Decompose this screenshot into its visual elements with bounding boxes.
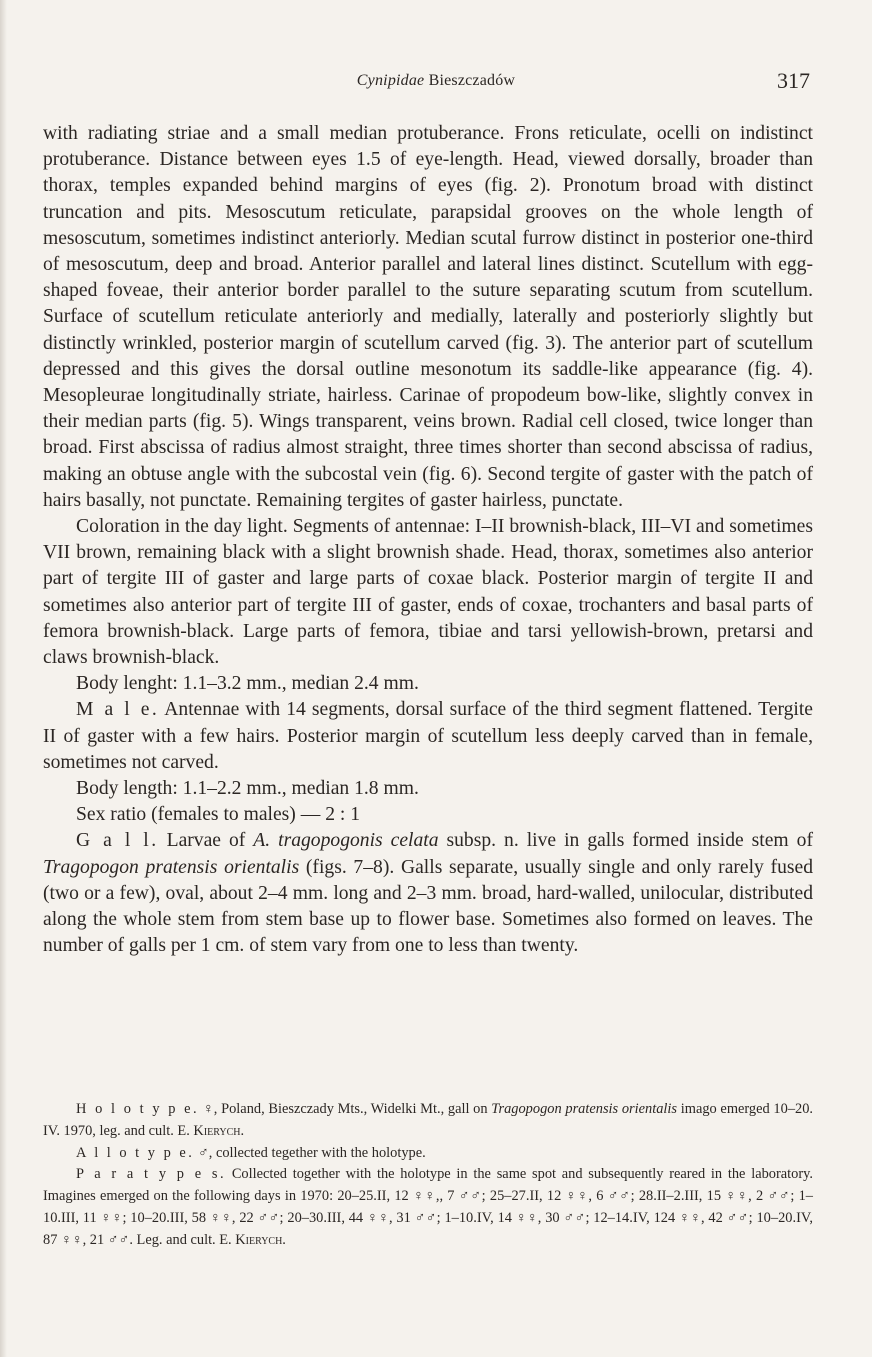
male-text: Antennae with 14 segments, dorsal surface of the third segment flattened. Tergite II of gaster with a few hairs. Posterior margin of scutellum less deeply carved than in female, sometimes not carved.	[43, 699, 813, 773]
holotype-host: Tragopogon pratensis orientalis	[491, 1101, 678, 1117]
gall-text-c: (figs. 7–8). Galls separate, usually single and only rarely fused (two or a few), oval, about 2–4 mm. long and 2–3 mm. broad, hard-walled, unilocular, distributed along the whole stem from stem base up to flower base. Sometimes also formed on leaves. The number of galls per 1 cm. of stem vary from one to less than twenty.	[43, 856, 814, 957]
male-heading: M a l e.	[76, 699, 160, 721]
allotype-text: ♂, collected tegether with the holotype.	[194, 1144, 426, 1161]
allotype-note	[43, 1143, 813, 1165]
paragraph-description: with radiating striae and a small median protuberance. Frons reticulate, ocelli on indistinct protuberance. Distance between eyes 1.5 of eye-length. Head, viewed dorsally, broader than thorax, temples expanded behind margins of eyes (fig. 2). Pronotum broad with distinct truncation and pits. Mesoscutum reticulate, parapsidal grooves on the whole length of mesoscutum, sometimes indistinct anteriorly. Median scutal furrow distinct in posterior one-third of mesoscutum, deep and broad. Anterior parallel and lateral lines distinct. Scutellum with egg-shaped foveae, their anterior border parallel to the suture separating scutum from scutellum. Surface of scutellum reticulate anteriorly and medially, laterally and posteriorly slightly but distinctly wrinkled, posterior margin of scutellum carved (fig. 3). The anterior part of scutellum depressed and this gives the dorsal outline mesonotum its saddle-like appearance (fig. 4). Mesopleurae longitudinally striate, hairless. Carinae of propodeum bow-like, slightly convex in their median parts (fig. 5). Wings transparent, veins brown. Radial cell closed, twice longer than broad. First abscissa of radius almost straight, three times shorter than second abscissa of radius, making an obtuse angle with the subcostal vein (fig. 6). Second tergite of gaster with the patch of hairs basally, not punctate. Remaining tergites of gaster hairless, punctate.	[43, 123, 813, 511]
paragraph-sex-ratio: Sex ratio (females to males) — 2 : 1	[76, 804, 361, 826]
holotype-heading: H o l o t y p e.	[76, 1101, 200, 1117]
body-text	[43, 121, 813, 960]
running-head-author: Bieszczadów	[428, 72, 516, 89]
paratypes-note	[43, 1164, 813, 1251]
holotype-text-b: imago emerged 10–20. IV. 1970, leg. and cult. E.	[43, 1101, 813, 1139]
gall-text-a: Larvae of	[158, 830, 254, 852]
page-number: 317	[777, 68, 810, 93]
paragraph-body-length-female: Body lenght: 1.1–3.2 mm., median 2.4 mm.	[76, 673, 419, 695]
holotype-collector: Kierych.	[193, 1122, 245, 1139]
holotype-note	[43, 1099, 813, 1143]
page-edge-shadow	[0, 0, 7, 1357]
paragraph-coloration: Coloration in the day light. Segments of antennae: I–II brownish-black, III–VI and sometimes VII brown, remaining black with a slight brownish shade. Head, thorax, sometimes also anterior part of tergite III of gaster and large parts of coxae black. Posterior margin of tergite II and sometimes also anterior part of tergite III of gaster, ends of coxae, trochanters and basal parts of femora brownish-black. Large parts of femora, tibiae and tarsi yellowish-brown, pretarsi and claws brownish-black.	[43, 516, 813, 669]
running-head-title	[0, 72, 872, 90]
gall-host: Tragopogon pratensis orientalis	[43, 856, 300, 878]
gall-text-b: subsp. n. live in galls formed inside stem of	[438, 830, 813, 852]
type-notes	[43, 1099, 813, 1252]
running-head-genus: Cynipidae	[356, 72, 425, 89]
paratypes-text: Collected together with the holotype in the same spot and subsequently reared in the laboratory. Imagines emerged on the following days in 1970: 20–25.II, 12 ♀♀,, 7 ♂♂; 25–27.II, 12 ♀♀, 6 ♂♂; 28.II–2.III, 15 ♀♀, 2 ♂♂; 1–10.III, 11 ♀♀; 10–20.III, 58 ♀♀, 22 ♂♂; 20–30.III, 44 ♀♀, 31 ♂♂; 1–10.IV, 14 ♀♀, 30 ♂♂; 12–14.IV, 124 ♀♀, 42 ♂♂; 10–20.IV, 87 ♀♀, 21 ♂♂. Leg. and cult. E.	[43, 1166, 813, 1248]
gall-species: A. tragopogonis celata	[253, 830, 439, 852]
holotype-text-a: ♀, Poland, Bieszczady Mts., Widelki Mt., gall on	[199, 1101, 492, 1117]
paragraph-gall	[43, 828, 813, 959]
paragraph-body-length-male: Body length: 1.1–2.2 mm., median 1.8 mm.	[76, 778, 419, 800]
paratypes-collector: Kierych.	[235, 1231, 286, 1248]
paragraph-male	[43, 697, 813, 776]
gall-heading: G a l l.	[76, 830, 159, 852]
running-head	[0, 68, 872, 96]
paratypes-heading: P a r a t y p e s.	[76, 1166, 227, 1183]
allotype-heading: A l l o t y p e.	[76, 1144, 195, 1161]
